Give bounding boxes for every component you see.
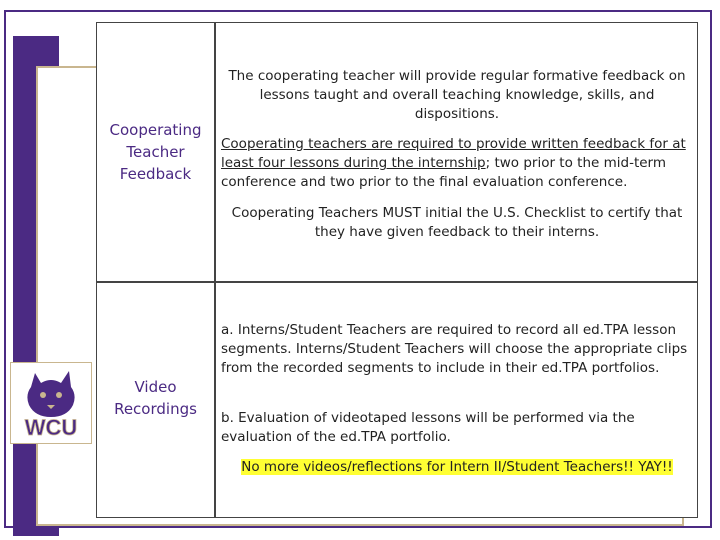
video-paragraph-b: b. Evaluation of videotaped lessons will be performed via the evaluation of the ed.TPA portfolio. [221, 410, 635, 445]
highlighted-text: No more videos/reflections for Intern II/Student Teachers!! YAY!! [241, 459, 673, 475]
logo-letters: WCU [24, 415, 78, 440]
label-line: Feedback [119, 165, 192, 183]
row-label-cooperating-teacher-feedback [97, 119, 214, 185]
wcu-logo-graphic [11, 363, 91, 443]
table-row-divider [97, 281, 697, 283]
feedback-paragraph-3: Cooperating Teachers MUST initial the U.S. Checklist to certify that they have given feedback to their interns. [231, 205, 683, 240]
label-line: Cooperating [109, 121, 202, 139]
row-label-video-recordings [97, 376, 214, 420]
feedback-paragraph-1: The cooperating teacher will provide regular formative feedback on lessons taught and overall teaching knowledge, skills, and dispositions. [228, 68, 686, 122]
video-paragraph-a: a. Interns/Student Teachers are required to record all ed.TPA lesson segments. Interns/Student Teachers will choose the appropriate clips from the recorded segments to include in their ed.TPA portfolios. [221, 322, 688, 376]
label-line: Video [134, 378, 177, 396]
feedback-requirement-underlined: Cooperating teachers are required to provide written feedback for at least four lessons during the internship [221, 136, 686, 171]
label-line: Recordings [114, 400, 197, 418]
label-line: Teacher [126, 143, 185, 161]
feedback-requirement-rest: ; two prior to the mid-term conference and two prior to the final evaluation conference. [221, 155, 667, 190]
feedback-paragraph-2 [221, 135, 693, 192]
table-column-divider [214, 23, 216, 517]
video-highlight-note [221, 458, 693, 477]
catamount-logo-icon [10, 362, 92, 444]
content-table [96, 22, 698, 518]
